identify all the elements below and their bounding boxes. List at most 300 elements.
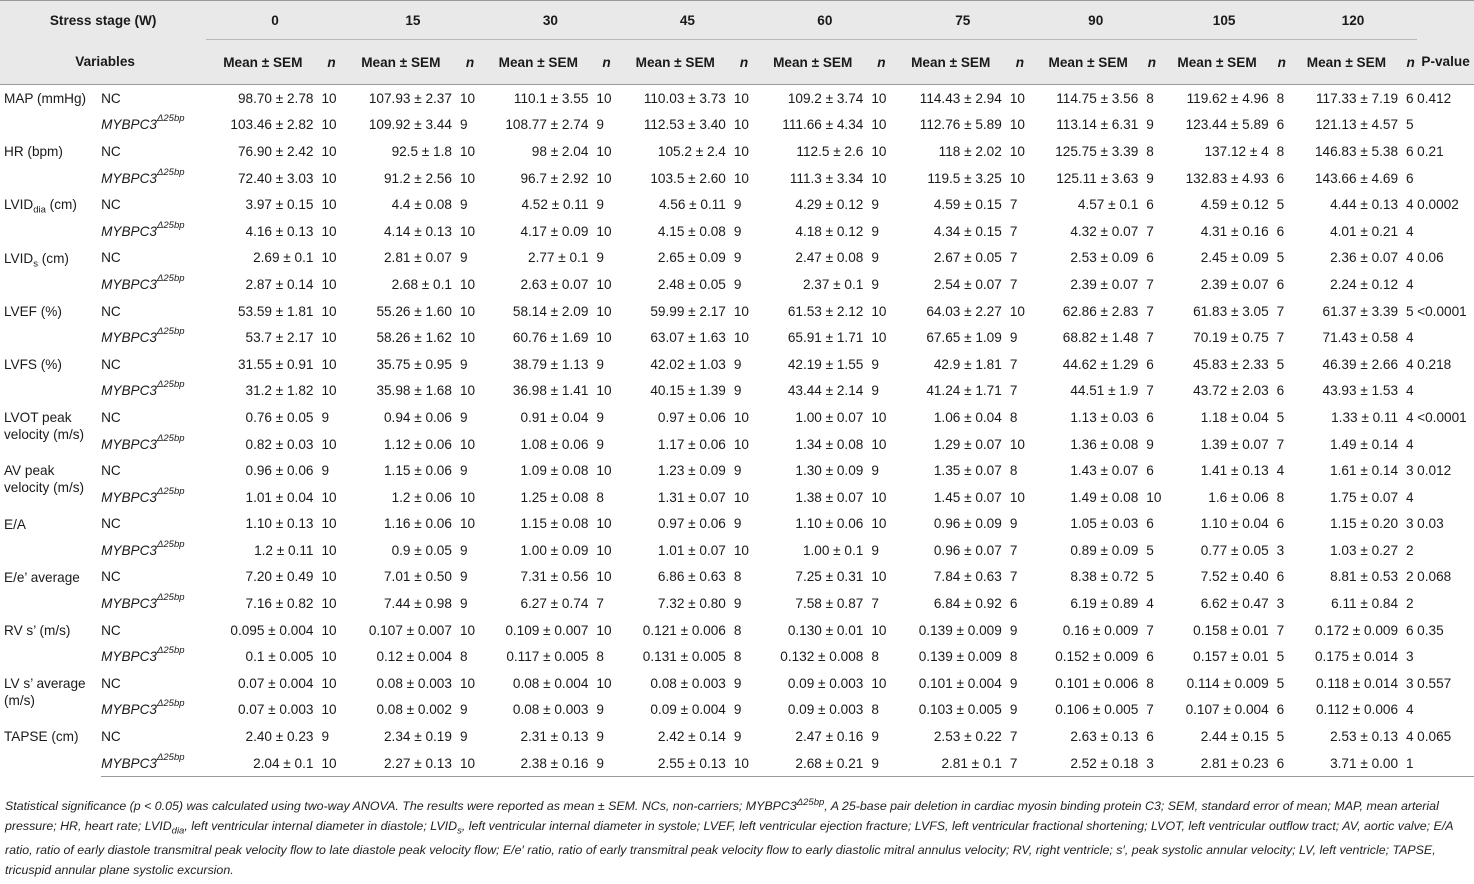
n-cell: 9 (871, 463, 879, 479)
mean-sem-cell: 2.87 ± 0.14 (245, 276, 314, 292)
n-cell: 4 (1406, 409, 1414, 425)
table-row (0, 643, 1474, 670)
mean-sem-cell: 53.59 ± 1.81 (237, 303, 314, 319)
n-cell: 10 (733, 117, 749, 133)
variable-label: E/e’ average (4, 569, 80, 585)
n-cell: 10 (596, 569, 612, 585)
mean-sem-cell: 2.38 ± 0.16 (482, 750, 594, 777)
mean-sem-cell: 31.2 ± 1.82 (245, 383, 314, 399)
n-cell: 10 (321, 569, 337, 585)
mean-sem-cell: 44.51 ± 1.9 (1070, 383, 1139, 399)
p-value-empty (1417, 378, 1474, 405)
n-cell: 8 (596, 649, 604, 665)
mean-sem-cell: 6.84 ± 0.92 (933, 596, 1002, 612)
n-cell: 10 (1146, 489, 1162, 505)
n-header: n (1404, 40, 1417, 85)
mean-sem-cell: 45.83 ± 2.33 (1193, 356, 1269, 372)
p-value-cell: 0.218 (1417, 356, 1452, 372)
mean-sem-cell: 1.00 ± 0.09 (520, 542, 589, 558)
n-cell: 9 (459, 542, 468, 558)
mean-sem-cell: 44.62 ± 1.29 (1062, 356, 1139, 372)
mean-sem-cell: 7.58 ± 0.87 (795, 596, 864, 612)
n-cell: 10 (321, 489, 337, 505)
n-header: n (732, 40, 756, 85)
table-row (0, 404, 1474, 431)
p-value-empty (1417, 750, 1474, 777)
mean-sem-header: Mean ± SEM (482, 40, 594, 85)
mean-sem-header: Mean ± SEM (619, 40, 732, 85)
n-cell: 8 (1276, 143, 1285, 159)
mean-sem-cell: 1.38 ± 0.07 (795, 489, 864, 505)
n-cell: 6 (1276, 170, 1285, 186)
header-row-stages (0, 1, 1474, 40)
n-cell: 9 (1146, 117, 1154, 133)
table-row (0, 564, 1474, 591)
mean-sem-cell: 2.69 ± 0.1 (253, 250, 314, 266)
p-value-empty (1417, 324, 1474, 351)
n-cell: 3 (1406, 675, 1414, 691)
n-cell: 4 (1406, 383, 1414, 399)
n-cell: 7 (1146, 622, 1154, 638)
n-cell: 8 (733, 622, 742, 638)
n-cell: 8 (1009, 463, 1018, 479)
variable-label: LVID (4, 250, 34, 266)
mean-sem-cell: 1.31 ± 0.07 (657, 489, 726, 505)
n-cell: 10 (871, 409, 887, 425)
n-cell: 10 (321, 330, 337, 346)
mean-sem-cell: 7.01 ± 0.50 (384, 569, 452, 585)
n-cell: 8 (733, 569, 742, 585)
mean-sem-cell: 0.97 ± 0.06 (657, 409, 726, 425)
mean-sem-cell: 1.23 ± 0.09 (657, 463, 726, 479)
mean-sem-cell: 58.14 ± 2.09 (512, 303, 589, 319)
mean-sem-cell: 4.01 ± 0.21 (1330, 223, 1399, 239)
mean-sem-cell: 7.84 ± 0.63 (933, 569, 1002, 585)
footnote-text: Statistical significance (p < 0.05) was calculated using two-way ANOVA. The results were reported as mean ± SEM. NCs, non-carriers; MYBPC3 (5, 799, 797, 813)
mean-sem-cell: 1.00 ± 0.1 (802, 542, 864, 558)
n-cell: 7 (1146, 330, 1154, 346)
n-cell: 4 (1406, 436, 1414, 452)
n-cell: 7 (1009, 569, 1018, 585)
mean-sem-header: Mean ± SEM (894, 40, 1008, 85)
stage-header: 0 (206, 1, 343, 40)
n-cell: 9 (733, 356, 742, 372)
p-value-empty (1417, 697, 1474, 724)
n-cell: 10 (596, 383, 612, 399)
group-mybpc3-label: MYBPC3 (101, 755, 157, 771)
mean-sem-cell: 0.09 ± 0.004 (650, 702, 726, 718)
n-cell: 9 (733, 383, 742, 399)
n-cell: 10 (321, 596, 337, 612)
group-mybpc3-sup: Δ25bp (157, 432, 185, 444)
mean-sem-cell: 42.19 ± 1.55 (787, 356, 864, 372)
mean-sem-cell: 112.53 ± 3.40 (643, 117, 726, 133)
mean-sem-cell: 6.19 ± 0.89 (1070, 596, 1139, 612)
stage-header: 120 (1289, 1, 1417, 40)
n-cell: 10 (321, 170, 337, 186)
mean-sem-cell: 7.32 ± 0.80 (657, 596, 726, 612)
mean-sem-cell: 42.02 ± 1.03 (650, 356, 726, 372)
p-value-cell: 0.412 (1417, 90, 1452, 106)
mean-sem-cell: 0.175 ± 0.014 (1314, 649, 1399, 665)
mean-sem-cell: 1.45 ± 0.07 (933, 489, 1002, 505)
mean-sem-cell: 61.37 ± 3.39 (1322, 303, 1399, 319)
n-cell: 9 (869, 750, 893, 777)
mean-sem-cell: 0.12 ± 0.004 (376, 649, 452, 665)
mean-sem-cell: 2.52 ± 0.18 (1032, 750, 1144, 777)
group-mybpc3-label: MYBPC3 (101, 542, 157, 558)
n-cell: 8 (596, 489, 604, 505)
mean-sem-cell: 2.54 ± 0.07 (933, 276, 1002, 292)
mean-sem-cell: 107.93 ± 2.37 (368, 90, 452, 106)
group-mybpc3 (101, 218, 206, 245)
mean-sem-cell: 1.03 ± 0.27 (1330, 542, 1399, 558)
mean-sem-cell: 2.81 ± 0.23 (1159, 750, 1274, 777)
n-cell: 7 (1146, 223, 1154, 239)
n-cell: 6 (1406, 143, 1414, 159)
n-cell: 10 (321, 516, 337, 532)
mean-sem-header: Mean ± SEM (344, 40, 458, 85)
mean-sem-cell: 1.18 ± 0.04 (1200, 409, 1269, 425)
mean-sem-cell: 1.12 ± 0.06 (384, 436, 452, 452)
mean-sem-cell: 0.107 ± 0.004 (1185, 702, 1269, 718)
group-mybpc3 (101, 590, 206, 617)
n-cell: 8 (871, 649, 879, 665)
table-row (0, 617, 1474, 644)
mean-sem-cell: 2.68 ± 0.1 (391, 276, 452, 292)
n-cell: 9 (733, 675, 742, 691)
mean-sem-cell: 2.63 ± 0.07 (520, 276, 589, 292)
mean-sem-cell: 4.29 ± 0.12 (795, 197, 864, 213)
p-value-cell: 0.06 (1417, 250, 1444, 266)
mean-sem-cell: 119.5 ± 3.25 (927, 170, 1002, 186)
variable-name (0, 457, 101, 510)
n-cell: 10 (321, 117, 337, 133)
mean-sem-cell: 1.29 ± 0.07 (933, 436, 1002, 452)
n-cell: 7 (1009, 356, 1018, 372)
n-cell: 6 (1276, 383, 1285, 399)
footnote-text: , A 25-base pair deletion in cardiac myosin binding protein C3; SEM, standard error of mean; MAP, mean arterial pressure; HR, heart rate; LVID (5, 799, 1439, 833)
mean-sem-cell: 2.39 ± 0.07 (1200, 276, 1269, 292)
n-cell: 9 (596, 409, 604, 425)
group-nc: NC (101, 197, 121, 213)
n-cell: 2 (1406, 569, 1414, 585)
n-cell: 4 (1406, 702, 1414, 718)
mean-sem-cell: 0.114 ± 0.009 (1186, 675, 1269, 691)
mean-sem-cell: 2.37 ± 0.1 (802, 276, 864, 292)
n-cell: 4 (1406, 330, 1414, 346)
n-cell: 9 (871, 383, 879, 399)
group-mybpc3-label: MYBPC3 (101, 649, 157, 665)
p-value-empty (1417, 165, 1474, 192)
n-cell: 5 (1276, 409, 1285, 425)
mean-sem-cell: 1.10 ± 0.13 (245, 516, 314, 532)
n-cell: 9 (596, 729, 604, 745)
n-cell: 10 (733, 170, 749, 186)
variable-name (0, 723, 101, 777)
n-cell: 9 (733, 729, 742, 745)
n-cell: 10 (321, 675, 337, 691)
mean-sem-cell: 108.77 ± 2.74 (505, 117, 589, 133)
n-cell: 10 (871, 516, 887, 532)
n-cell: 9 (733, 223, 742, 239)
mean-sem-cell: 1.75 ± 0.07 (1330, 489, 1399, 505)
mean-sem-header: Mean ± SEM (206, 40, 319, 85)
group-mybpc3-label: MYBPC3 (101, 223, 157, 239)
mean-sem-cell: 40.15 ± 1.39 (650, 383, 726, 399)
mean-sem-cell: 2.67 ± 0.05 (933, 250, 1002, 266)
mean-sem-cell: 42.9 ± 1.81 (933, 356, 1002, 372)
mean-sem-cell: 1.41 ± 0.13 (1200, 463, 1269, 479)
group-mybpc3 (101, 165, 206, 192)
group-nc: NC (101, 729, 121, 745)
mean-sem-cell: 91.2 ± 2.56 (384, 170, 452, 186)
n-header: n (594, 40, 618, 85)
n-cell: 9 (733, 463, 742, 479)
n-cell: 10 (459, 90, 476, 106)
n-header: n (458, 40, 482, 85)
n-cell: 10 (459, 170, 476, 186)
mean-sem-cell: 1.09 ± 0.08 (520, 463, 589, 479)
mean-sem-cell: 2.68 ± 0.21 (756, 750, 869, 777)
footnote-sub: dia (171, 825, 185, 837)
n-cell: 10 (733, 436, 749, 452)
n-cell: 9 (733, 276, 742, 292)
mean-sem-cell: 1.33 ± 0.11 (1331, 409, 1399, 425)
n-cell: 6 (1146, 356, 1154, 372)
mean-sem-cell: 2.31 ± 0.13 (520, 729, 589, 745)
group-nc: NC (101, 675, 121, 691)
n-cell: 10 (459, 276, 476, 292)
n-cell: 6 (1146, 729, 1154, 745)
p-value-empty (1417, 537, 1474, 564)
group-mybpc3-sup: Δ25bp (157, 219, 185, 231)
mean-sem-cell: 76.90 ± 2.42 (237, 143, 314, 159)
mean-sem-cell: 4.16 ± 0.13 (245, 223, 314, 239)
group-mybpc3 (101, 378, 206, 405)
mean-sem-cell: 113.14 ± 6.31 (1056, 117, 1139, 133)
n-cell: 9 (596, 356, 604, 372)
n-cell: 10 (871, 489, 887, 505)
mean-sem-cell: 0.09 ± 0.003 (787, 675, 864, 691)
n-cell: 10 (321, 223, 337, 239)
mean-sem-cell: 0.08 ± 0.004 (512, 675, 589, 691)
mean-sem-cell: 2.81 ± 0.1 (894, 750, 1008, 777)
n-cell: 7 (1276, 436, 1285, 452)
mean-sem-cell: 43.72 ± 2.03 (1193, 383, 1269, 399)
group-mybpc3-label: MYBPC3 (101, 489, 157, 505)
mean-sem-cell: 112.5 ± 2.6 (796, 143, 864, 159)
n-cell: 6 (1406, 622, 1414, 638)
mean-sem-cell: 67.65 ± 1.09 (926, 330, 1002, 346)
n-cell: 10 (321, 197, 337, 213)
mean-sem-cell: 62.86 ± 2.83 (1062, 303, 1139, 319)
n-cell: 8 (1146, 675, 1154, 691)
mean-sem-cell: 1.49 ± 0.08 (1070, 489, 1139, 505)
n-cell: 5 (1276, 356, 1285, 372)
mean-sem-cell: 110.1 ± 3.55 (513, 90, 589, 106)
p-value-cell: 0.0002 (1417, 197, 1459, 213)
mean-sem-cell: 2.55 ± 0.13 (619, 750, 732, 777)
group-nc: NC (101, 356, 121, 372)
n-cell: 10 (596, 542, 612, 558)
n-cell: 10 (596, 330, 612, 346)
n-cell: 2 (1406, 542, 1414, 558)
mean-sem-cell: 4.14 ± 0.13 (384, 223, 452, 239)
n-cell: 10 (321, 143, 337, 159)
mean-sem-cell: 2.42 ± 0.14 (657, 729, 726, 745)
n-cell: 6 (1406, 90, 1414, 106)
mean-sem-cell: 118 ± 2.02 (938, 143, 1002, 159)
n-cell: 7 (1276, 622, 1285, 638)
mean-sem-cell: 4.59 ± 0.12 (1200, 197, 1269, 213)
p-value-empty (1417, 271, 1474, 298)
mean-sem-cell: 43.93 ± 1.53 (1322, 383, 1399, 399)
variable-label: MAP (mmHg) (4, 91, 87, 106)
mean-sem-cell: 0.94 ± 0.06 (384, 409, 452, 425)
table-row (0, 511, 1474, 538)
n-cell: 6 (1406, 170, 1414, 186)
mean-sem-cell: 0.139 ± 0.009 (918, 622, 1002, 638)
mean-sem-cell: 1.05 ± 0.03 (1070, 516, 1139, 532)
mean-sem-cell: 2.63 ± 0.13 (1070, 729, 1139, 745)
table-row (0, 723, 1474, 750)
n-cell: 9 (596, 197, 604, 213)
footnote-sup: Δ25bp (796, 797, 825, 808)
n-cell: 9 (459, 409, 468, 425)
mean-sem-cell: 1.6 ± 0.06 (1208, 489, 1269, 505)
group-mybpc3-sup: Δ25bp (157, 538, 185, 550)
variable-name (0, 138, 101, 191)
mean-sem-cell: 0.77 ± 0.05 (1200, 542, 1269, 558)
mean-sem-cell: 2.44 ± 0.15 (1200, 729, 1269, 745)
mean-sem-cell: 2.53 ± 0.22 (933, 729, 1002, 745)
mean-sem-cell: 68.82 ± 1.48 (1062, 330, 1139, 346)
n-cell: 5 (1406, 303, 1414, 319)
n-cell: 10 (321, 276, 337, 292)
mean-sem-cell: 0.08 ± 0.003 (650, 675, 726, 691)
group-nc: NC (101, 622, 121, 638)
group-mybpc3-label: MYBPC3 (101, 170, 157, 186)
mean-sem-cell: 35.75 ± 0.95 (376, 356, 452, 372)
group-mybpc3-sup: Δ25bp (157, 113, 185, 125)
variable-unit: (cm) (45, 197, 77, 213)
mean-sem-cell: 1.13 ± 0.03 (1070, 409, 1139, 425)
variable-unit: (cm) (37, 250, 69, 266)
n-cell: 9 (733, 197, 742, 213)
table-body (0, 85, 1474, 777)
n-cell: 8 (1009, 649, 1018, 665)
mean-sem-cell: 1.61 ± 0.14 (1330, 463, 1399, 479)
n-cell: 10 (596, 675, 612, 691)
mean-sem-header: Mean ± SEM (1032, 40, 1144, 85)
n-cell: 8 (1146, 90, 1154, 106)
mean-sem-cell: 143.66 ± 4.69 (1314, 170, 1399, 186)
n-cell: 8 (871, 702, 879, 718)
mean-sem-cell: 0.08 ± 0.002 (376, 702, 452, 718)
n-cell: 10 (871, 303, 887, 319)
n-cell: 10 (1009, 143, 1025, 159)
n-cell: 10 (596, 90, 612, 106)
n-cell: 10 (459, 223, 476, 239)
mean-sem-cell: 0.131 ± 0.005 (642, 649, 726, 665)
variable-name (0, 404, 101, 457)
n-cell: 8 (459, 649, 468, 665)
group-nc: NC (101, 143, 121, 159)
mean-sem-cell: 1.36 ± 0.08 (1070, 436, 1139, 452)
n-cell: 9 (733, 250, 742, 266)
n-cell: 10 (733, 330, 749, 346)
table-row (0, 85, 1474, 112)
mean-sem-cell: 0.09 ± 0.003 (787, 702, 864, 718)
n-cell: 10 (596, 143, 612, 159)
mean-sem-cell: 117.33 ± 7.19 (1315, 90, 1399, 106)
n-cell: 7 (1009, 197, 1018, 213)
p-value-cell: 0.065 (1417, 729, 1452, 745)
p-value-empty (1417, 643, 1474, 670)
n-cell: 4 (1406, 489, 1414, 505)
p-value-cell: 0.012 (1417, 463, 1452, 479)
mean-sem-header: Mean ± SEM (1159, 40, 1274, 85)
mean-sem-cell: 1.10 ± 0.06 (795, 516, 864, 532)
mean-sem-cell: 2.53 ± 0.13 (1330, 729, 1399, 745)
n-cell: 3 (1276, 596, 1285, 612)
mean-sem-cell: 114.43 ± 2.94 (919, 90, 1002, 106)
group-nc: NC (101, 409, 121, 425)
mean-sem-cell: 2.04 ± 0.1 (206, 750, 319, 777)
mean-sem-cell: 0.07 ± 0.004 (237, 675, 314, 691)
mean-sem-cell: 96.7 ± 2.92 (520, 170, 589, 186)
n-cell: 9 (871, 250, 879, 266)
n-cell: 10 (871, 330, 887, 346)
mean-sem-cell: 0.1 ± 0.005 (245, 649, 314, 665)
n-cell: 9 (1009, 516, 1018, 532)
n-cell: 10 (733, 409, 749, 425)
n-cell: 7 (1146, 303, 1154, 319)
mean-sem-cell: 2.27 ± 0.13 (344, 750, 458, 777)
mean-sem-cell: 125.11 ± 3.63 (1056, 170, 1139, 186)
mean-sem-cell: 114.75 ± 3.56 (1056, 90, 1139, 106)
n-cell: 6 (1276, 223, 1285, 239)
group-mybpc3-sup: Δ25bp (157, 592, 185, 604)
mean-sem-cell: 0.08 ± 0.003 (376, 675, 452, 691)
n-cell: 7 (1009, 383, 1018, 399)
mean-sem-cell: 0.109 ± 0.007 (505, 622, 589, 638)
n-cell: 7 (1146, 383, 1154, 399)
group-mybpc3-sup: Δ25bp (157, 379, 185, 391)
mean-sem-cell: 4.44 ± 0.13 (1330, 197, 1399, 213)
mean-sem-cell: 2.48 ± 0.05 (657, 276, 726, 292)
n-cell: 10 (733, 143, 749, 159)
n-cell: 9 (459, 250, 468, 266)
stage-header: 90 (1032, 1, 1159, 40)
mean-sem-cell: 2.45 ± 0.09 (1200, 250, 1269, 266)
p-value-cell: 0.21 (1417, 143, 1444, 159)
mean-sem-cell: 58.26 ± 1.62 (376, 330, 452, 346)
stage-header: 60 (756, 1, 893, 40)
n-cell: 4 (1276, 463, 1285, 479)
n-cell: 8 (1146, 143, 1154, 159)
mean-sem-cell: 0.139 ± 0.009 (918, 649, 1002, 665)
n-cell: 9 (321, 729, 330, 745)
mean-sem-cell: 4.34 ± 0.15 (933, 223, 1002, 239)
footnote-sub: s (457, 825, 462, 837)
mean-sem-cell: 4.32 ± 0.07 (1070, 223, 1139, 239)
variable-label: RV s’ (m/s) (4, 622, 71, 638)
n-cell: 10 (871, 90, 887, 106)
n-cell: 10 (596, 223, 612, 239)
p-value-cell: <0.0001 (1417, 303, 1467, 319)
